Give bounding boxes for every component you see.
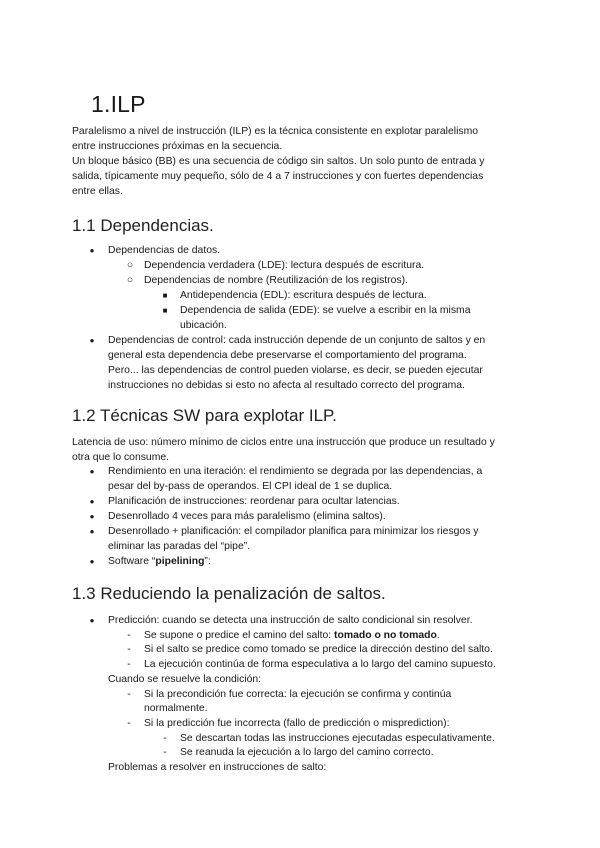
- list-item: Predicción: cuando se detecta una instrucción de salto condicional sin resolver.: [108, 615, 473, 626]
- text-span: Se supone o predice el camino del salto:: [144, 630, 335, 641]
- list-item-cont: ubicación.: [180, 320, 227, 331]
- list-item-cont: normalmente.: [144, 703, 208, 714]
- bullet-dash-icon: -: [127, 689, 131, 700]
- bold-term: pipelining: [155, 556, 205, 567]
- paragraph-line: Latencia de uso: número mínimo de ciclos entre una instrucción que produce un resultado y: [72, 437, 495, 448]
- intro-line: entre instrucciones próximas en la secuencia.: [72, 141, 283, 152]
- list-item: Planificación de instrucciones: reordenar para ocultar latencias.: [108, 496, 400, 507]
- bullet-square-icon: ■: [162, 306, 168, 315]
- paragraph-line: Problemas a resolver en instrucciones de salto:: [108, 762, 327, 773]
- list-item: Dependencia verdadera (LDE): lectura después de escritura.: [144, 260, 425, 271]
- list-item: Desenrollado 4 veces para más paralelismo (elimina saltos).: [108, 511, 386, 522]
- section-heading-saltos: 1.3 Reduciendo la penalización de saltos.: [72, 584, 386, 603]
- bullet-dot-icon: ●: [89, 616, 95, 625]
- section-heading-tecnicas: 1.2 Técnicas SW para explotar ILP.: [72, 406, 337, 425]
- intro-line: salida, típicamente muy pequeño, sólo de 4 a 7 instrucciones y con fuertes dependencias: [72, 171, 484, 182]
- list-item-cont: instrucciones no debidas si esto no afecta al resultado correcto del programa.: [108, 380, 465, 391]
- list-item: Si la predicción fue incorrecta (fallo de predicción o misprediction):: [144, 718, 450, 729]
- bullet-dot-icon: ●: [89, 497, 95, 506]
- intro-line: Paralelismo a nivel de instrucción (ILP) es la técnica consistente en explotar paralelismo: [72, 126, 479, 137]
- text-span: Software “: [108, 556, 156, 567]
- list-item: Si la precondición fue correcta: la ejecución se confirma y continúa: [144, 689, 452, 700]
- intro-line: Un bloque básico (BB) es una secuencia de código sin saltos. Un solo punto de entrada y: [72, 156, 485, 167]
- list-item: Dependencias de nombre (Reutilización de los registros).: [144, 275, 408, 286]
- bullet-dash-icon: -: [127, 644, 131, 655]
- list-item-software: [108, 554, 211, 569]
- list-item-cont: Pero... las dependencias de control pueden violarse, es decir, se pueden ejecutar: [108, 365, 483, 376]
- section-heading-dependencias: 1.1 Dependencias.: [72, 216, 214, 235]
- page-title: 1.ILP: [91, 91, 146, 117]
- bullet-circle-icon: ○: [126, 275, 134, 286]
- list-item-cont: pesar del by-pass de operandos. El CPI ideal de 1 se duplica.: [108, 481, 393, 492]
- bullet-circle-icon: ○: [126, 260, 134, 271]
- bullet-dot-icon: ●: [89, 467, 95, 476]
- bullet-dash-icon: -: [163, 733, 167, 744]
- list-item: Desenrollado + planificación: el compilador planifica para minimizar los riesgos y: [108, 526, 479, 537]
- list-item-cont: eliminar las paradas del “pipe”.: [108, 541, 251, 552]
- bullet-dash-icon: -: [127, 718, 131, 729]
- bold-term: tomado o no tomado: [334, 630, 437, 641]
- list-item: Dependencias de datos.: [108, 245, 221, 256]
- list-item: [144, 628, 440, 643]
- bullet-dash-icon: -: [127, 630, 131, 641]
- list-item: Dependencias de control: cada instrucción depende de un conjunto de saltos y en: [108, 335, 486, 346]
- list-item: La ejecución continúa de forma especulativa a lo largo del camino supuesto.: [144, 659, 496, 670]
- bullet-dash-icon: -: [127, 659, 131, 670]
- bullet-square-icon: ■: [162, 291, 168, 300]
- paragraph-line: otra que lo consume.: [72, 452, 170, 463]
- list-item: Se reanuda la ejecución a lo largo del camino correcto.: [180, 747, 434, 758]
- list-item: Rendimiento en una iteración: el rendimiento se degrada por las dependencias, a: [108, 466, 483, 477]
- bullet-dot-icon: ●: [89, 527, 95, 536]
- bullet-dot-icon: ●: [89, 512, 95, 521]
- bullet-dot-icon: ●: [89, 246, 95, 255]
- bullet-dash-icon: -: [163, 747, 167, 758]
- list-item: Antidependencia (EDL): escritura después de lectura.: [180, 290, 427, 301]
- text-span: ”:: [204, 556, 211, 567]
- list-item: Dependencia de salida (EDE): se vuelve a escribir en la misma: [180, 305, 471, 316]
- bullet-dot-icon: ●: [89, 557, 95, 566]
- list-item-cont: general esta dependencia debe preservarse el comportamiento del programa.: [108, 350, 467, 361]
- list-item: Se descartan todas las instrucciones ejecutadas especulativamente.: [180, 733, 495, 744]
- list-item: Si el salto se predice como tomado se predice la dirección destino del salto.: [144, 644, 493, 655]
- bullet-dot-icon: ●: [89, 336, 95, 345]
- intro-line: entre ellas.: [72, 186, 123, 197]
- text-span: .: [436, 630, 440, 641]
- paragraph-line: Cuando se resuelve la condición:: [108, 674, 262, 685]
